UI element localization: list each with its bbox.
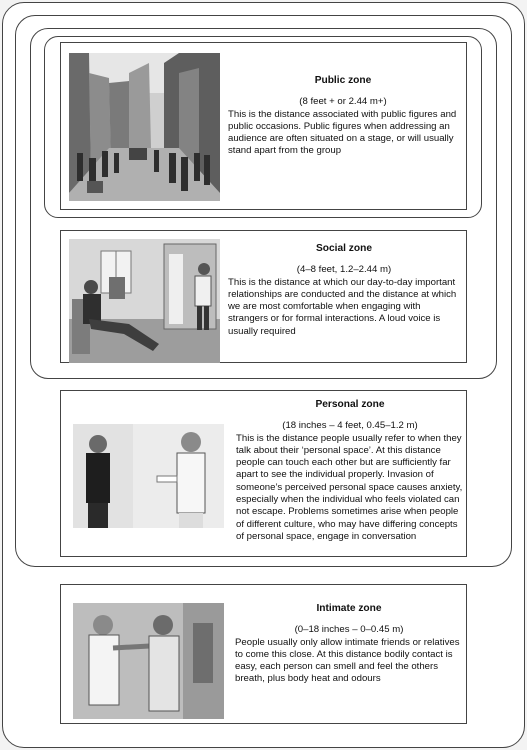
intimate-zone-title: Intimate zone (316, 603, 382, 614)
personal-zone-range: (18 inches – 4 feet, 0.45–1.2 m) (282, 420, 418, 432)
intimate-zone-range: (0–18 inches – 0–0.45 m) (294, 624, 404, 636)
public-zone-title: Public zone (314, 75, 372, 86)
social-zone-range: (4–8 feet, 1.2–2.44 m) (296, 264, 392, 276)
social-zone-card (60, 230, 467, 363)
intimate-zone-description: People usually only allow intimate friends or relatives to come this close. At this distance bodily contact is easy, each person can smell and feel the others breath, plus body heat and odours (235, 636, 460, 685)
personal-zone-card (60, 390, 467, 557)
intimate-zone-card (60, 584, 467, 724)
public-zone-card (60, 42, 467, 210)
personal-zone-title: Personal zone (315, 399, 385, 410)
personal-zone-description: This is the distance people usually refer to when they talk about their ‘personal space’. At this distance people can touch each other but are sufficiently far apart to see the individual properly. Invasion of someone’s perceived personal space causes anxiety, especially when the individual who feels violated can not escape. Problems sometimes arise when people of different culture, who may have differing concepts of personal space, engage in conversation (236, 432, 463, 542)
conversation-photo (73, 424, 224, 528)
street-crowd-photo (69, 53, 220, 201)
waiting-room-photo (69, 239, 220, 363)
social-zone-title: Social zone (315, 243, 373, 254)
social-zone-description: This is the distance at which our day-to-day important relationships are conducted and the distance at which we are most comfortable when engaging with strangers or for formal interactions. A loud voice is usually required (228, 276, 457, 337)
close-contact-photo (73, 603, 224, 719)
public-zone-description: This is the distance associated with public figures and public occasions. Public figures when addressing an audience are often situated on a stage, or will usually stand apart from the group (228, 108, 457, 157)
public-zone-range: (8 feet + or 2.44 m+) (299, 96, 387, 108)
